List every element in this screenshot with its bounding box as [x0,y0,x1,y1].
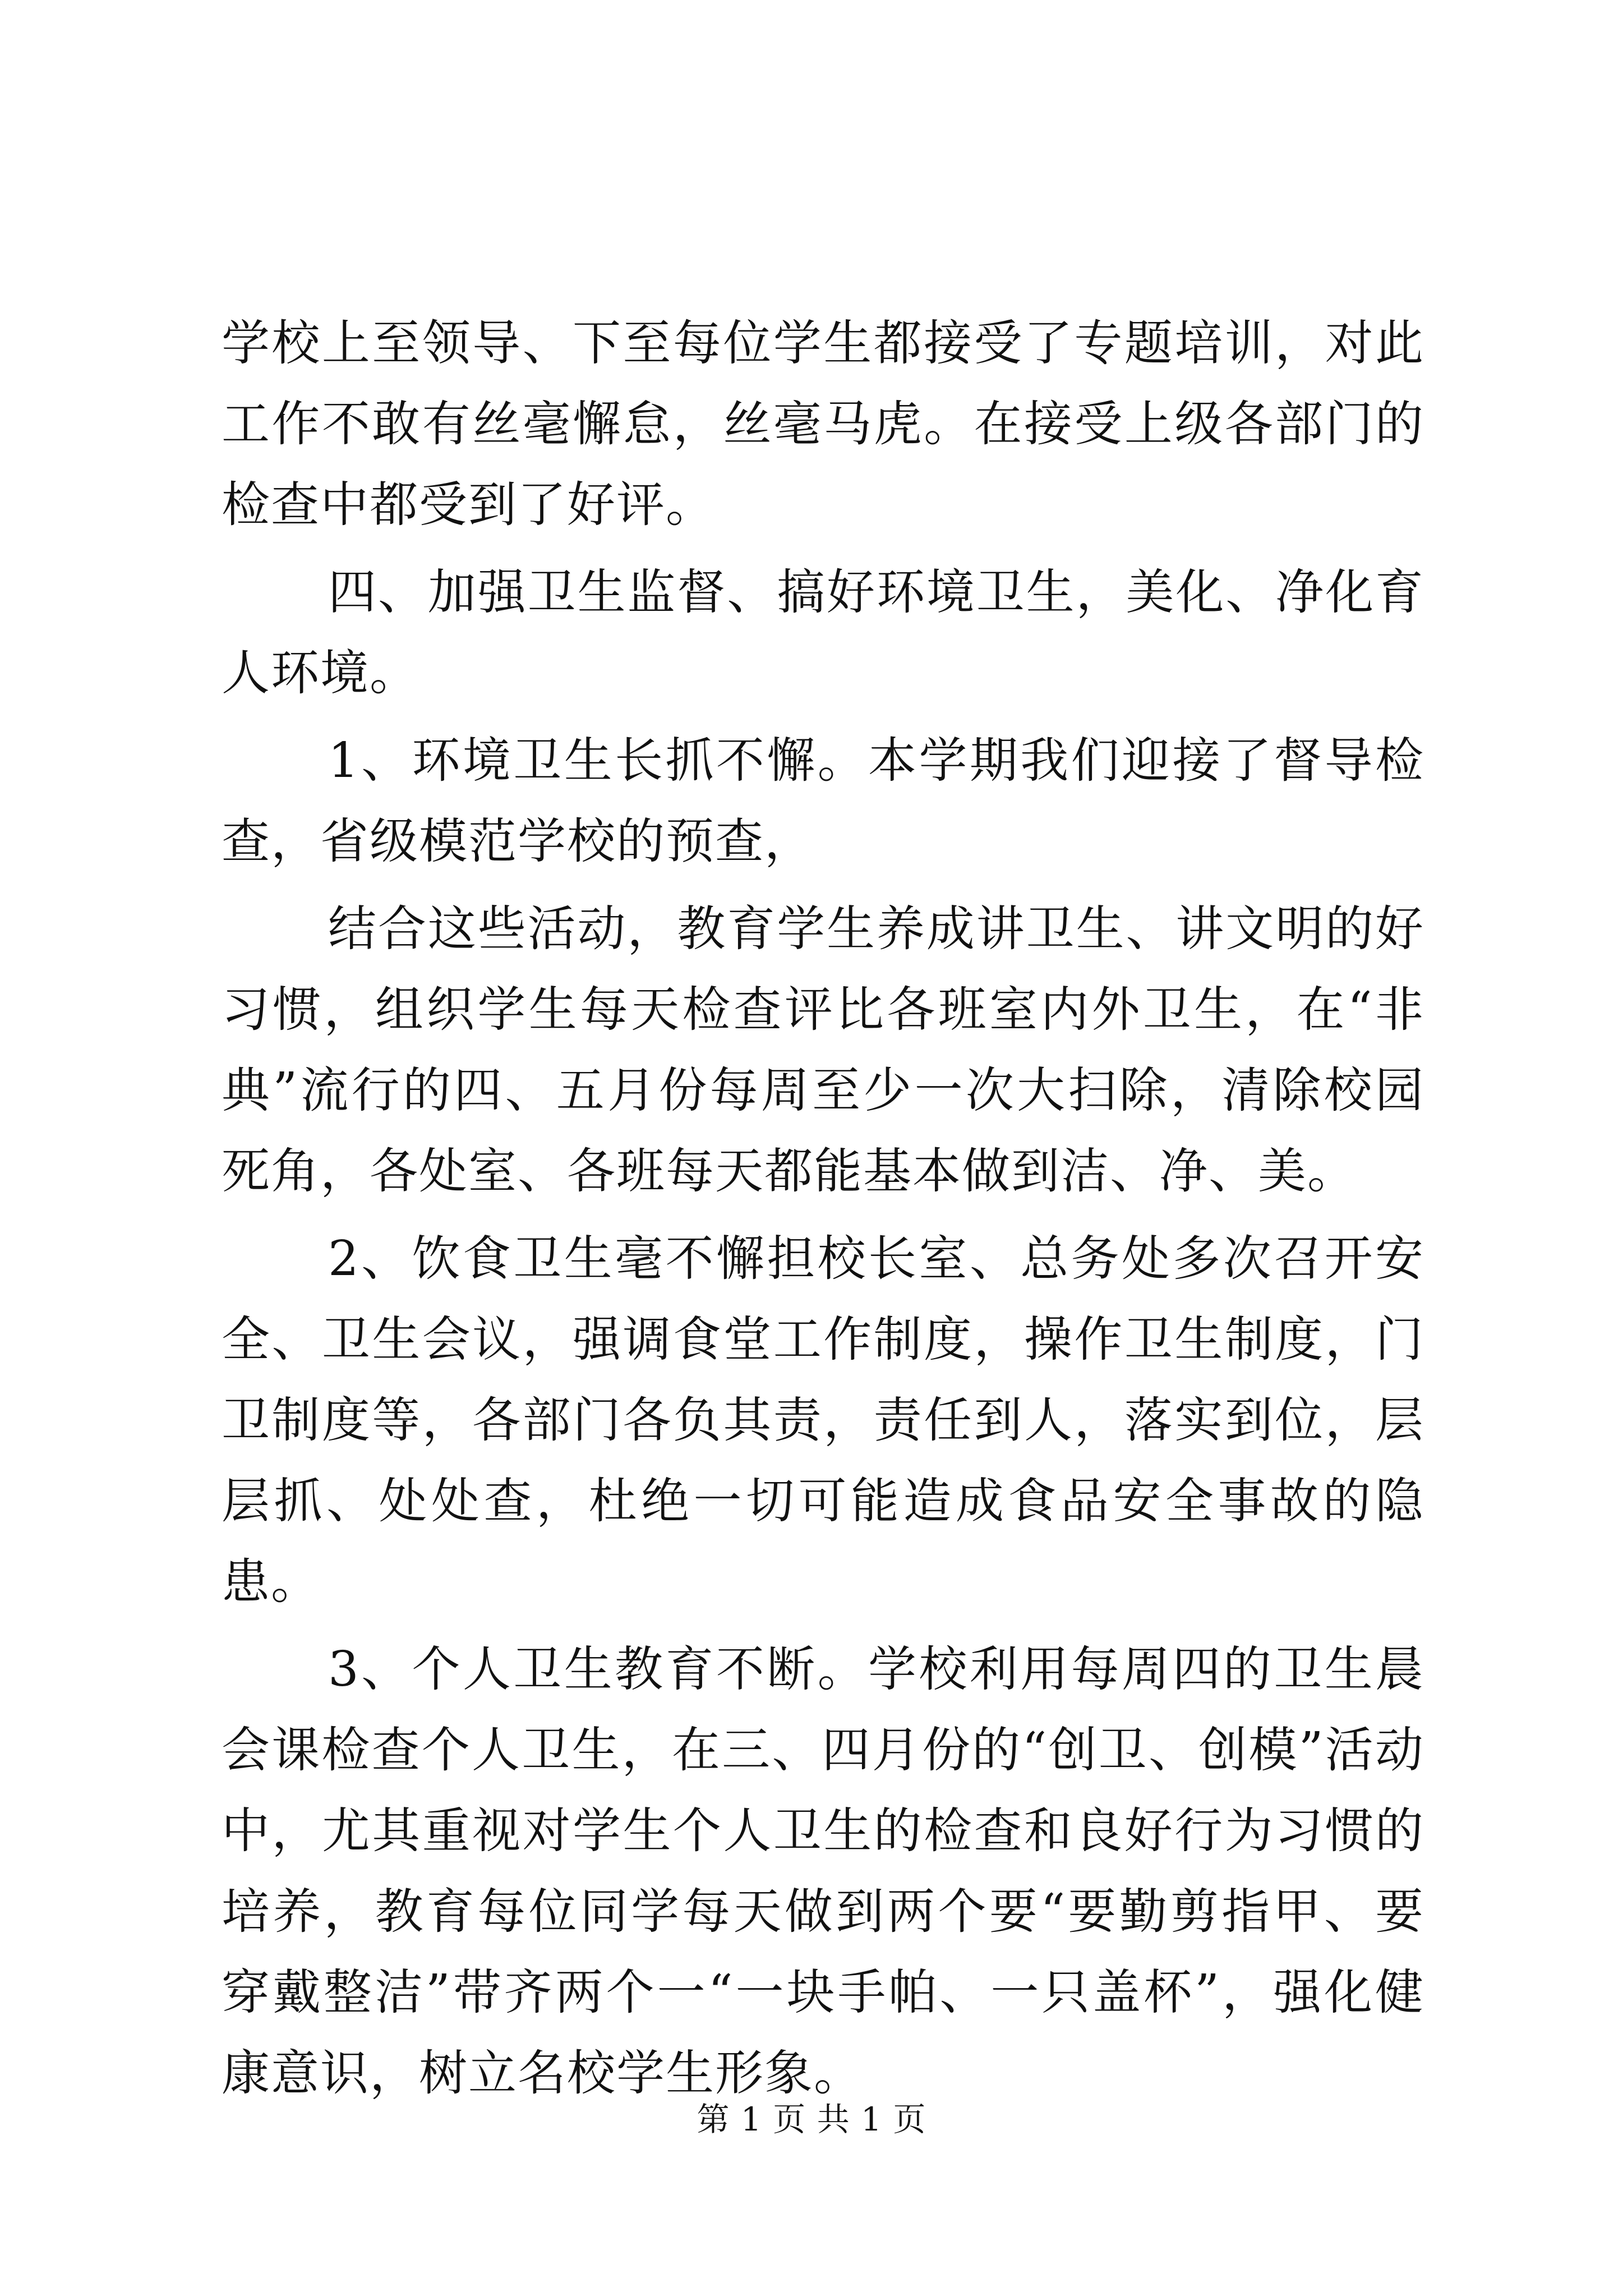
paragraph-continuation: 学校上至领导、下至每位学生都接受了专题培训，对此工作不敢有丝毫懈怠，丝毫马虎。在接受上级各部门的检查中都受到了好评。 [222,315,1424,533]
paragraph-item-1-detail: 结合这些活动，教育学生养成讲卫生、讲文明的好习惯，组织学生每天检查评比各班室内外卫生，在“非典”流行的四、五月份每周至少一次大扫除，清除校园死角，各处室、各班每天都能基本做到洁、净、美。 [222,901,1424,1199]
page-footer [0,2097,1623,2142]
paragraph-item-1: 1、环境卫生长抓不懈。本学期我们迎接了督导检查，省级模范学校的预查， [222,733,1424,869]
document-body [222,303,1424,2114]
page-number-label: 第 1 页 共 1 页 [697,2100,926,2138]
paragraph-item-2: 2、饮食卫生毫不懈担校长室、总务处多次召开安全、卫生会议，强调食堂工作制度，操作卫生制度，门卫制度等，各部门各负其责，责任到人，落实到位，层层抓、处处查，杜绝一切可能造成食品安全事故的隐患。 [222,1231,1424,1610]
paragraph-item-3: 3、个人卫生教育不断。学校利用每周四的卫生晨会课检查个人卫生，在三、四月份的“创卫、创模”活动中，尤其重视对学生个人卫生的检查和良好行为习惯的培养，教育每位同学每天做到两个要“要勤剪指甲、要穿戴整洁”带齐两个一“一块手帕、一只盖杯”，强化健康意识，树立名校学生形象。 [222,1641,1424,2101]
paragraph-section-heading: 四、加强卫生监督、搞好环境卫生，美化、净化育人环境。 [222,564,1424,701]
